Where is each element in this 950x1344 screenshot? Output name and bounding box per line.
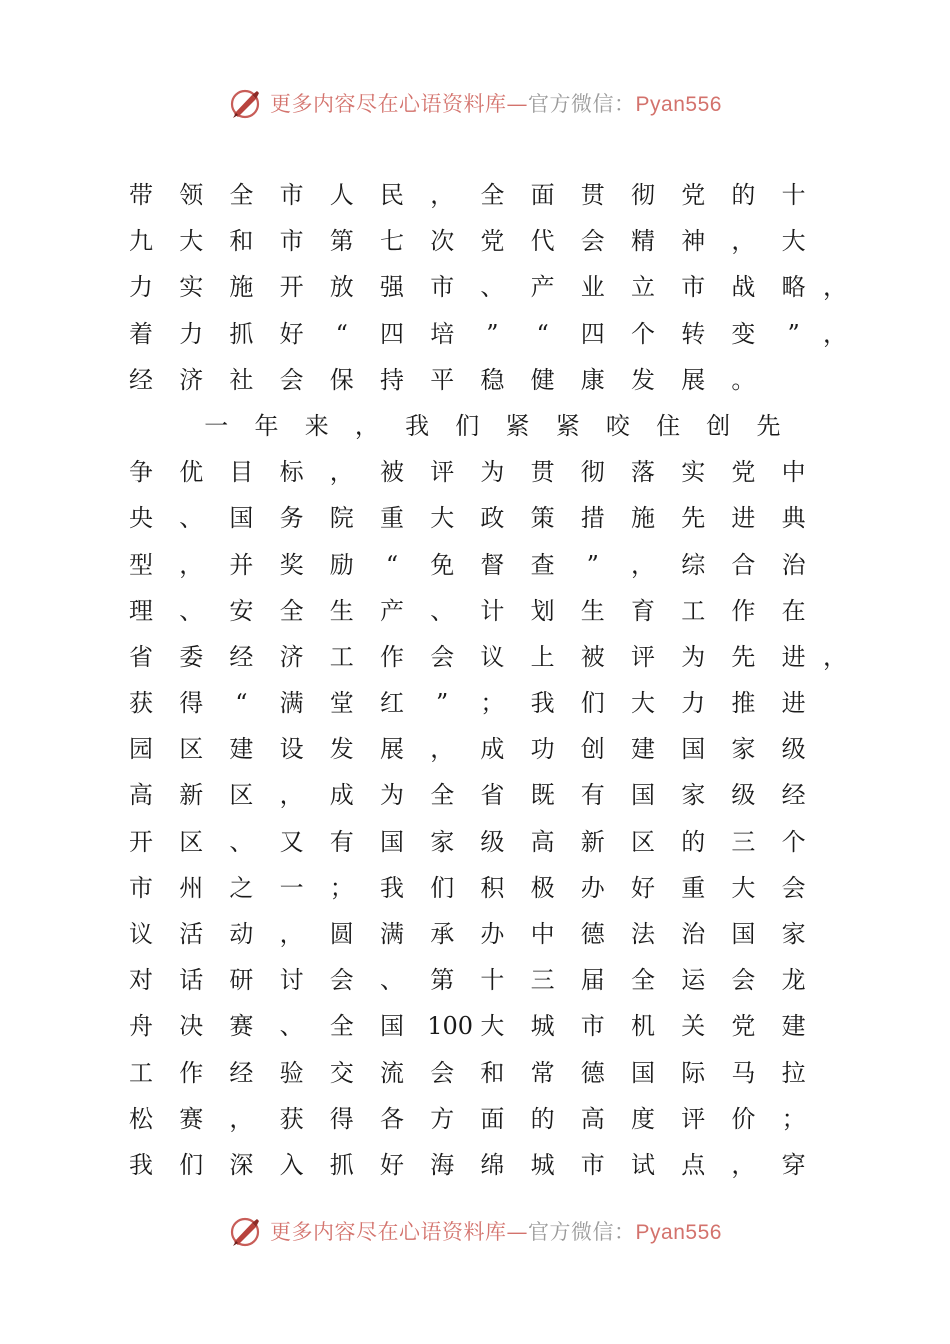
text-line: 市 州 之 一 ； 我 们 积 极 办 好 重 大 会 [129,873,806,902]
footer-watermark [0,1212,950,1252]
text-line: 着 力 抓 好 “ 四 培 ” “ 四 个 转 变 ” ， [129,319,847,348]
watermark-text: 更多内容尽在心语资料库—官方微信：Pyan556 [270,91,722,116]
text-line: 省 委 经 济 工 作 会 议 上 被 评 为 先 进 ， [129,642,847,671]
text-line: 松 赛 ， 获 得 各 方 面 的 高 度 评 价 ； [129,1104,806,1133]
text-line: 九 大 和 市 第 七 次 党 代 会 精 神 ， 大 [129,227,806,256]
document-body [0,172,950,1188]
text-line: 央 、 国 务 院 重 大 政 策 措 施 先 进 典 [129,504,806,533]
text-line: 争 优 目 标 ， 被 评 为 贯 彻 落 实 党 中 [129,458,806,487]
text-line: 工 作 经 验 交 流 会 和 常 德 国 际 马 拉 [129,1058,806,1087]
pen-logo-icon [228,1215,262,1249]
text-line: 园 区 建 设 发 展 ， 成 功 创 建 国 家 级 [129,735,806,764]
text-line: 一 年 来 ， 我 们 紧 紧 咬 住 创 先 [204,411,781,440]
text-line: 高 新 区 ， 成 为 全 省 既 有 国 家 级 经 [129,781,806,810]
text-line: 议 活 动 ， 圆 满 承 办 中 德 法 治 国 家 [129,920,806,948]
watermark-text: 更多内容尽在心语资料库—官方微信：Pyan556 [270,1219,722,1244]
text-line: 经 济 社 会 保 持 平 稳 健 康 发 展 。 [129,365,756,394]
text-line: 力 实 施 开 放 强 市 、 产 业 立 市 战 略 ， [129,273,847,302]
text-line: 获 得 “ 满 堂 红 ” ； 我 们 大 力 推 进 [129,689,806,718]
text-line: 开 区 、 又 有 国 家 级 高 新 区 的 三 个 [129,827,806,856]
text-line: 我 们 深 入 抓 好 海 绵 城 市 试 点 ， 穿 [129,1150,806,1179]
pen-logo-icon [228,87,262,121]
text-line: 理 、 安 全 生 产 、 计 划 生 育 工 作 在 [129,596,806,625]
text-line: 舟 决 赛 、 全 国 100 大 城 市 机 关 党 建 [129,1012,806,1041]
text-line: 带 领 全 市 人 民 ， 全 面 贯 彻 党 的 十 [129,181,806,209]
header-watermark [0,84,950,124]
text-line: 对 话 研 讨 会 、 第 十 三 届 全 运 会 龙 [129,966,806,995]
text-line: 型 ， 并 奖 励 “ 免 督 查 ” ， 综 合 治 [129,550,806,579]
